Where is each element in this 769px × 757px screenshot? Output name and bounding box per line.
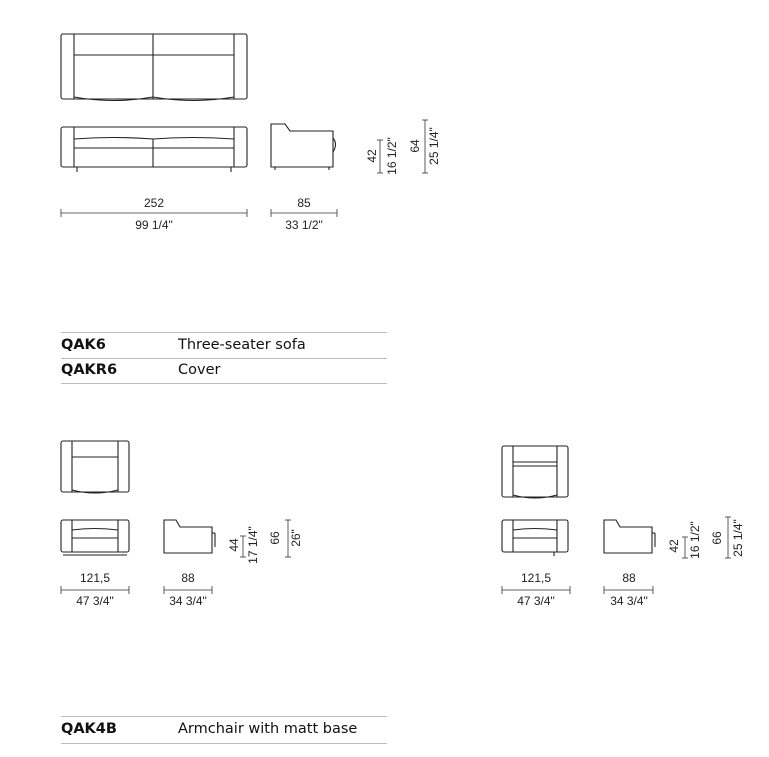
armchair-right-seat-height-cm: 42: [667, 539, 681, 553]
product-description: Three-seater sofa: [178, 337, 306, 353]
armchair-left-seat-height-in: 17 1/4": [246, 526, 260, 564]
armchair-left-width-cm: 121,5: [79, 571, 111, 585]
table-rule: [61, 358, 387, 359]
sofa-height-cm: 64: [408, 139, 422, 153]
sofa-seat-height-cm: 42: [365, 149, 379, 163]
product-description: Armchair with matt base: [178, 721, 358, 737]
sofa-depth-dimension: [271, 196, 337, 232]
armchair-right-height-in: 25 1/4": [731, 519, 745, 557]
armchair-right-side-view: [604, 520, 655, 553]
sofa-width-in: 99 1/4": [135, 218, 173, 232]
table-rule: [61, 383, 387, 384]
armchair-left-depth-dimension: [164, 571, 212, 608]
armchair-right-front-view: [502, 520, 568, 556]
sofa-width-dimension: [61, 196, 247, 232]
armchair-right-depth-in: 34 3/4": [610, 594, 648, 608]
armchair-right-top-view: [502, 446, 568, 498]
armchair-right-height-dimensions: [667, 517, 745, 559]
sofa-height-dimensions: [365, 120, 441, 175]
armchair-left-width-in: 47 3/4": [76, 594, 114, 608]
sofa-depth-in: 33 1/2": [285, 218, 323, 232]
armchair-right-width-dimension: [502, 571, 570, 608]
armchair-right-depth-cm: 88: [622, 571, 636, 585]
armchair-right-width-in: 47 3/4": [517, 594, 555, 608]
table-rule: [61, 716, 387, 717]
armchair-left-top-view: [61, 441, 129, 493]
table-rule: [61, 743, 387, 744]
table-rule: [61, 332, 387, 333]
sofa-front-view: [61, 127, 247, 172]
product-code: QAK6: [61, 337, 106, 353]
product-code: QAKR6: [61, 362, 118, 378]
armchair-right-height-cm: 66: [710, 531, 724, 545]
armchair-left-height-cm: 66: [268, 531, 282, 545]
armchair-left-depth-in: 34 3/4": [169, 594, 207, 608]
armchair-left-height-in: 26": [289, 529, 303, 547]
armchair-left-side-view: [164, 520, 215, 553]
armchair-left-width-dimension: [61, 571, 129, 608]
armchair-left-depth-cm: 88: [181, 571, 195, 585]
armchair-left-seat-height-cm: 44: [227, 538, 241, 552]
sofa-width-cm: 252: [143, 196, 165, 210]
armchair-right-width-cm: 121,5: [520, 571, 552, 585]
product-code: QAK4B: [61, 721, 117, 737]
armchair-right-seat-height-in: 16 1/2": [688, 521, 702, 559]
armchair-right-depth-dimension: [604, 571, 653, 608]
armchair-left-height-dimensions: [227, 520, 303, 564]
sofa-seat-height-in: 16 1/2": [385, 137, 399, 175]
sofa-top-view: [61, 34, 247, 101]
sofa-depth-cm: 85: [297, 196, 311, 210]
armchair-left-front-view: [61, 520, 129, 555]
product-description: Cover: [178, 362, 221, 378]
sofa-side-view: [271, 124, 336, 170]
sofa-height-in: 25 1/4": [427, 127, 441, 165]
